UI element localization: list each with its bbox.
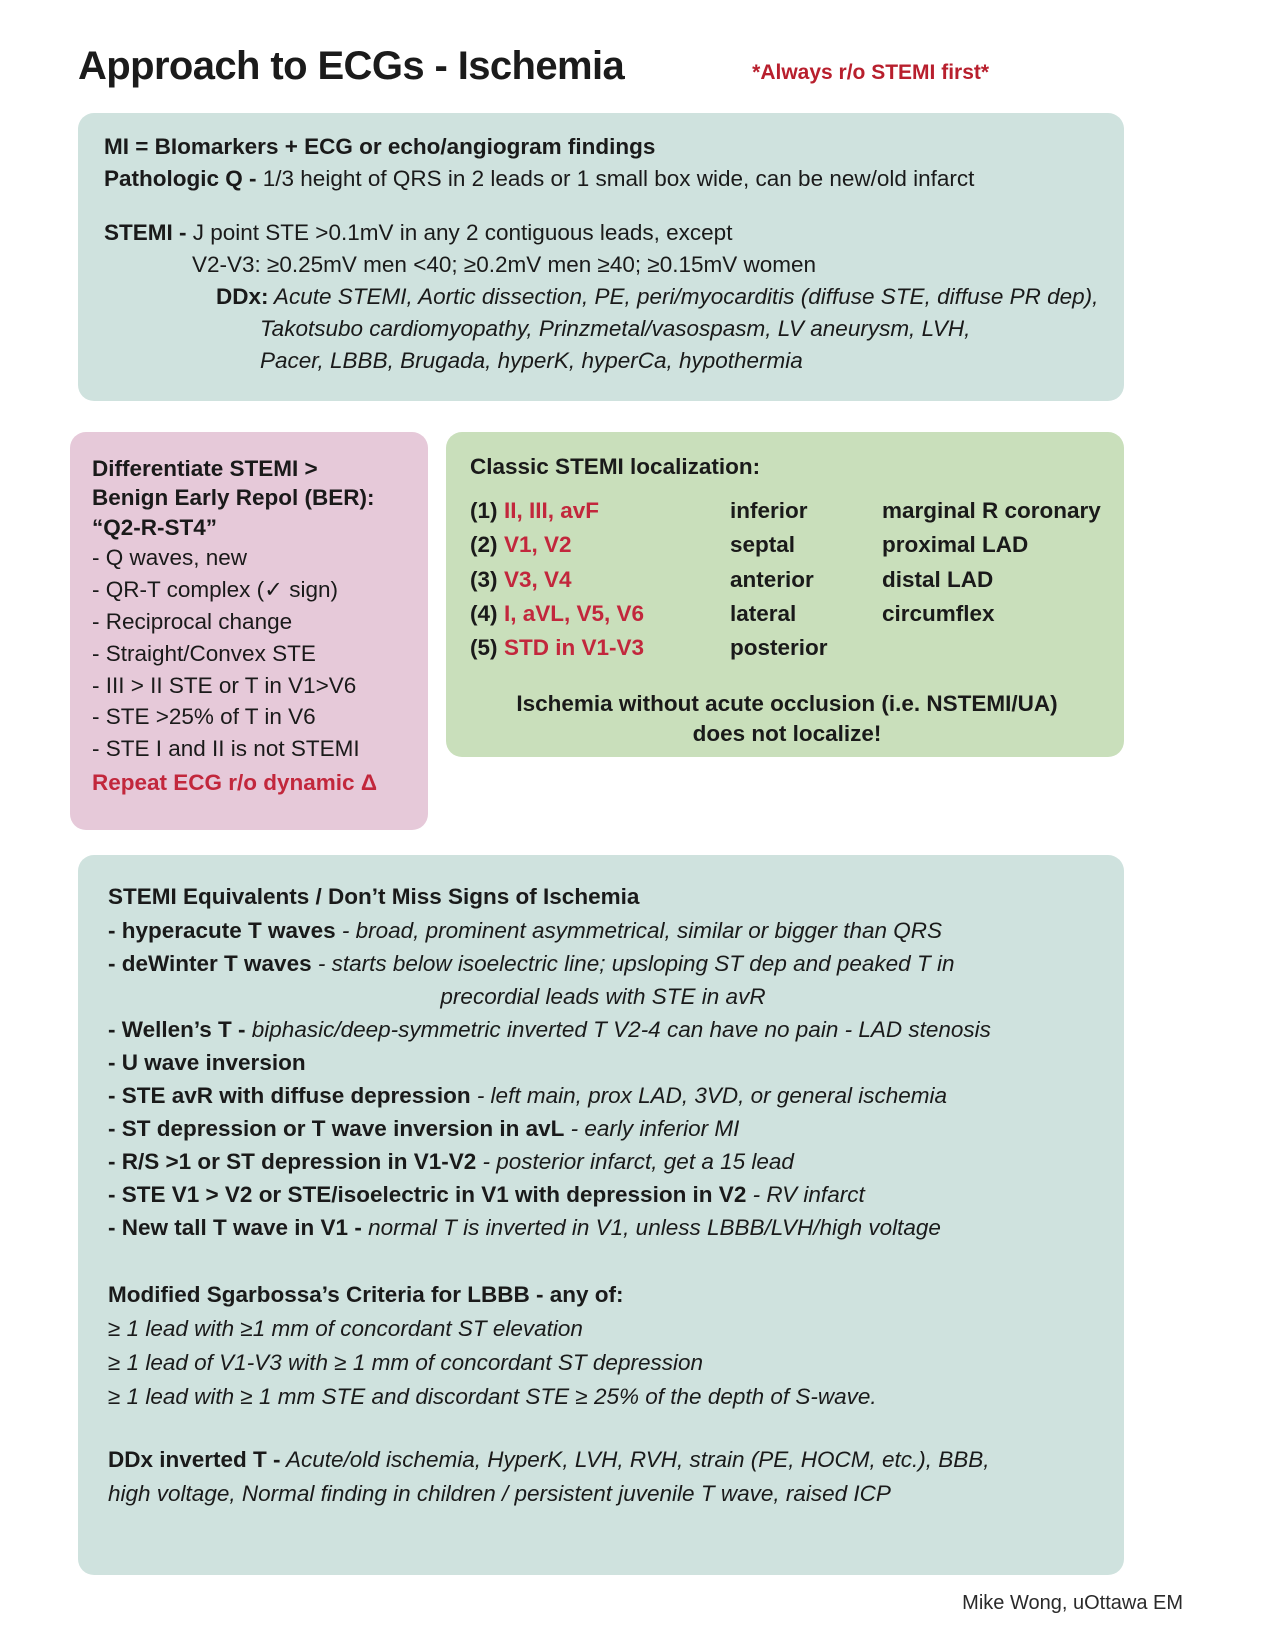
stemi-ddx-line-2: Takotsubo cardiomyopathy, Prinzmetal/vasospasm, LV aneurysm, LVH,: [260, 315, 971, 341]
equivalent-item: [108, 1211, 1098, 1244]
equivalent-item: [108, 1046, 1098, 1079]
spacer: [108, 1244, 1098, 1278]
page-title: Approach to ECGs - Ischemia: [78, 44, 625, 88]
stemi-text: J point STE >0.1mV in any 2 contiguous leads, except: [186, 219, 733, 245]
stemi-equivalents-card: [78, 855, 1124, 1575]
author-attribution: Mike Wong, uOttawa EM: [962, 1592, 1183, 1614]
row-number: (5): [470, 635, 498, 660]
ddx-inverted-t-text-1: Acute/old ischemia, HyperK, LVH, RVH, strain (PE, HOCM, etc.), BBB,: [280, 1447, 990, 1473]
row-number: (4): [470, 600, 498, 626]
stemi-ddx-label: DDx:: [216, 283, 269, 309]
row-number: (3): [470, 566, 498, 592]
ddx-inverted-t-line-2: high voltage, Normal finding in children / persistent juvenile T wave, raised ICP: [108, 1481, 891, 1506]
ddx-inverted-t-label: DDx inverted T -: [108, 1447, 281, 1473]
ber-item: - Straight/Convex STE: [92, 640, 316, 666]
equivalent-item: [108, 1013, 1098, 1046]
equivalent-item-desc: - starts below isoelectric line; upsloping ST dep and peaked T in: [311, 950, 955, 976]
equivalent-item: [108, 1112, 1098, 1145]
equivalent-item-desc: - RV infarct: [746, 1182, 865, 1208]
row-leads: I, aVL, V5, V6: [504, 600, 645, 626]
equivalent-item-label: - U wave inversion: [108, 1049, 306, 1075]
stemi-criteria-line: [104, 217, 1100, 249]
stemi-label: STEMI -: [104, 219, 187, 245]
row-region: inferior: [730, 498, 808, 523]
equivalent-item: [108, 914, 1098, 947]
equivalent-item-label: - hyperacute T waves: [108, 917, 336, 943]
row-region: anterior: [730, 566, 814, 592]
mi-definition-line: MI = BIomarkers + ECG or echo/angiogram findings: [104, 134, 656, 159]
equivalent-item-label: - STE avR with diffuse depression: [108, 1082, 471, 1108]
equivalent-item-desc: biphasic/deep-symmetric inverted T V2-4 can have no pain - LAD stenosis: [245, 1016, 991, 1042]
ber-item: - QR-T complex (✓ sign): [92, 576, 338, 602]
stemi-ddx-text-1: Acute STEMI, Aortic dissection, PE, peri/myocarditis (diffuse STE, diffuse PR dep),: [268, 283, 1099, 309]
ber-item: - Reciprocal change: [92, 608, 293, 634]
row-vessel: [882, 633, 1104, 667]
table-row: [470, 565, 1104, 599]
sgarbossa-title: Modified Sgarbossa’s Criteria for LBBB - any of:: [108, 1282, 624, 1308]
equivalent-item-desc: normal T is inverted in V1, unless LBBB/LVH/high voltage: [361, 1215, 941, 1241]
ber-item: - III > II STE or T in V1>V6: [92, 672, 357, 698]
definitions-card: [78, 113, 1124, 401]
header-warning-note: *Always r/o STEMI first*: [752, 61, 990, 84]
row-vessel: distal LAD: [882, 566, 994, 592]
equivalent-item-label: - deWinter T waves: [108, 950, 312, 976]
pathologic-q-text: 1/3 height of QRS in 2 leads or 1 small box wide, can be new/old infarct: [256, 165, 975, 191]
stemi-v2v3-detail: V2-V3: ≥0.25mV men <40; ≥0.2mV men ≥40; ≥0.15mV women: [192, 251, 817, 277]
row-region: septal: [730, 532, 796, 558]
pathologic-q-line: [104, 163, 1100, 195]
ber-item: - STE I and II is not STEMI: [92, 736, 360, 762]
equivalent-item-label: - STE V1 > V2 or STE/isoelectric in V1 with depression in V2: [108, 1182, 747, 1208]
sgarbossa-criterion: ≥ 1 lead of V1-V3 with ≥ 1 mm of concordant ST depression: [108, 1349, 703, 1375]
equivalent-item-label: - Wellen’s T -: [108, 1016, 246, 1042]
row-region: lateral: [730, 600, 797, 626]
stemi-ddx-line-3: Pacer, LBBB, Brugada, hyperK, hyperCa, hypothermia: [260, 347, 803, 373]
ber-repeat-ecg-note: Repeat ECG r/o dynamic Δ: [92, 770, 377, 796]
row-leads: V3, V4: [504, 566, 572, 592]
spacer: [108, 1413, 1098, 1443]
equivalent-item: [108, 947, 1098, 980]
ber-heading-line-1: Differentiate STEMI >: [92, 456, 318, 481]
equivalent-item-wrap: precordial leads with STE in avR: [440, 983, 766, 1009]
equivalent-item-desc: - left main, prox LAD, 3VD, or general ischemia: [470, 1082, 948, 1108]
row-vessel: proximal LAD: [882, 532, 1029, 558]
spacer: [104, 195, 1100, 217]
row-number: (2): [470, 532, 498, 558]
row-vessel: circumflex: [882, 600, 995, 626]
ber-differentiation-card: [70, 432, 428, 830]
pathologic-q-label: Pathologic Q -: [104, 165, 257, 191]
equivalent-item: [108, 1178, 1098, 1211]
row-leads: V1, V2: [504, 532, 572, 558]
ber-heading-line-2: Benign Early Repol (BER):: [92, 485, 375, 511]
row-region: posterior: [730, 635, 828, 660]
page-header: [78, 44, 1188, 104]
equivalent-item-label: - R/S >1 or ST depression in V1-V2: [108, 1149, 477, 1175]
localization-table: [470, 496, 1104, 667]
equivalents-title: STEMI Equivalents / Don’t Miss Signs of Ischemia: [108, 884, 640, 909]
equivalent-item-label: - ST depression or T wave inversion in avL: [108, 1116, 565, 1141]
table-row: [470, 633, 1104, 667]
equivalent-item: [108, 1145, 1098, 1178]
equivalent-item-desc: - broad, prominent asymmetrical, similar or bigger than QRS: [335, 917, 943, 943]
row-leads: STD in V1-V3: [504, 635, 645, 660]
ber-item: - STE >25% of T in V6: [92, 704, 316, 730]
row-vessel: marginal R coronary: [882, 498, 1101, 523]
nstemi-note-line-2: does not localize!: [692, 720, 882, 746]
nstemi-note-line-1: Ischemia without acute occlusion (i.e. NSTEMI/UA): [516, 691, 1058, 717]
equivalent-item-label: - New tall T wave in V1 -: [108, 1215, 362, 1241]
row-leads: II, III, avF: [504, 498, 600, 523]
equivalent-item: [108, 1079, 1098, 1112]
table-row: [470, 496, 1104, 530]
sgarbossa-criterion: ≥ 1 lead with ≥1 mm of concordant ST elevation: [108, 1316, 583, 1341]
localization-title: Classic STEMI localization:: [470, 454, 761, 479]
equivalent-item-desc: - posterior infarct, get a 15 lead: [476, 1149, 794, 1175]
ddx-inverted-t-line-1: [108, 1443, 1098, 1477]
equivalent-item-desc: - early inferior MI: [564, 1116, 740, 1141]
table-row: [470, 530, 1104, 564]
table-row: [470, 599, 1104, 633]
ber-heading-line-3: “Q2-R-ST4”: [92, 514, 218, 540]
sgarbossa-criterion: ≥ 1 lead with ≥ 1 mm STE and discordant STE ≥ 25% of the depth of S-wave.: [108, 1383, 877, 1409]
ber-item: - Q waves, new: [92, 544, 248, 570]
stemi-ddx-line-1: [104, 281, 1100, 313]
row-number: (1): [470, 498, 498, 523]
stemi-localization-card: [446, 432, 1124, 757]
